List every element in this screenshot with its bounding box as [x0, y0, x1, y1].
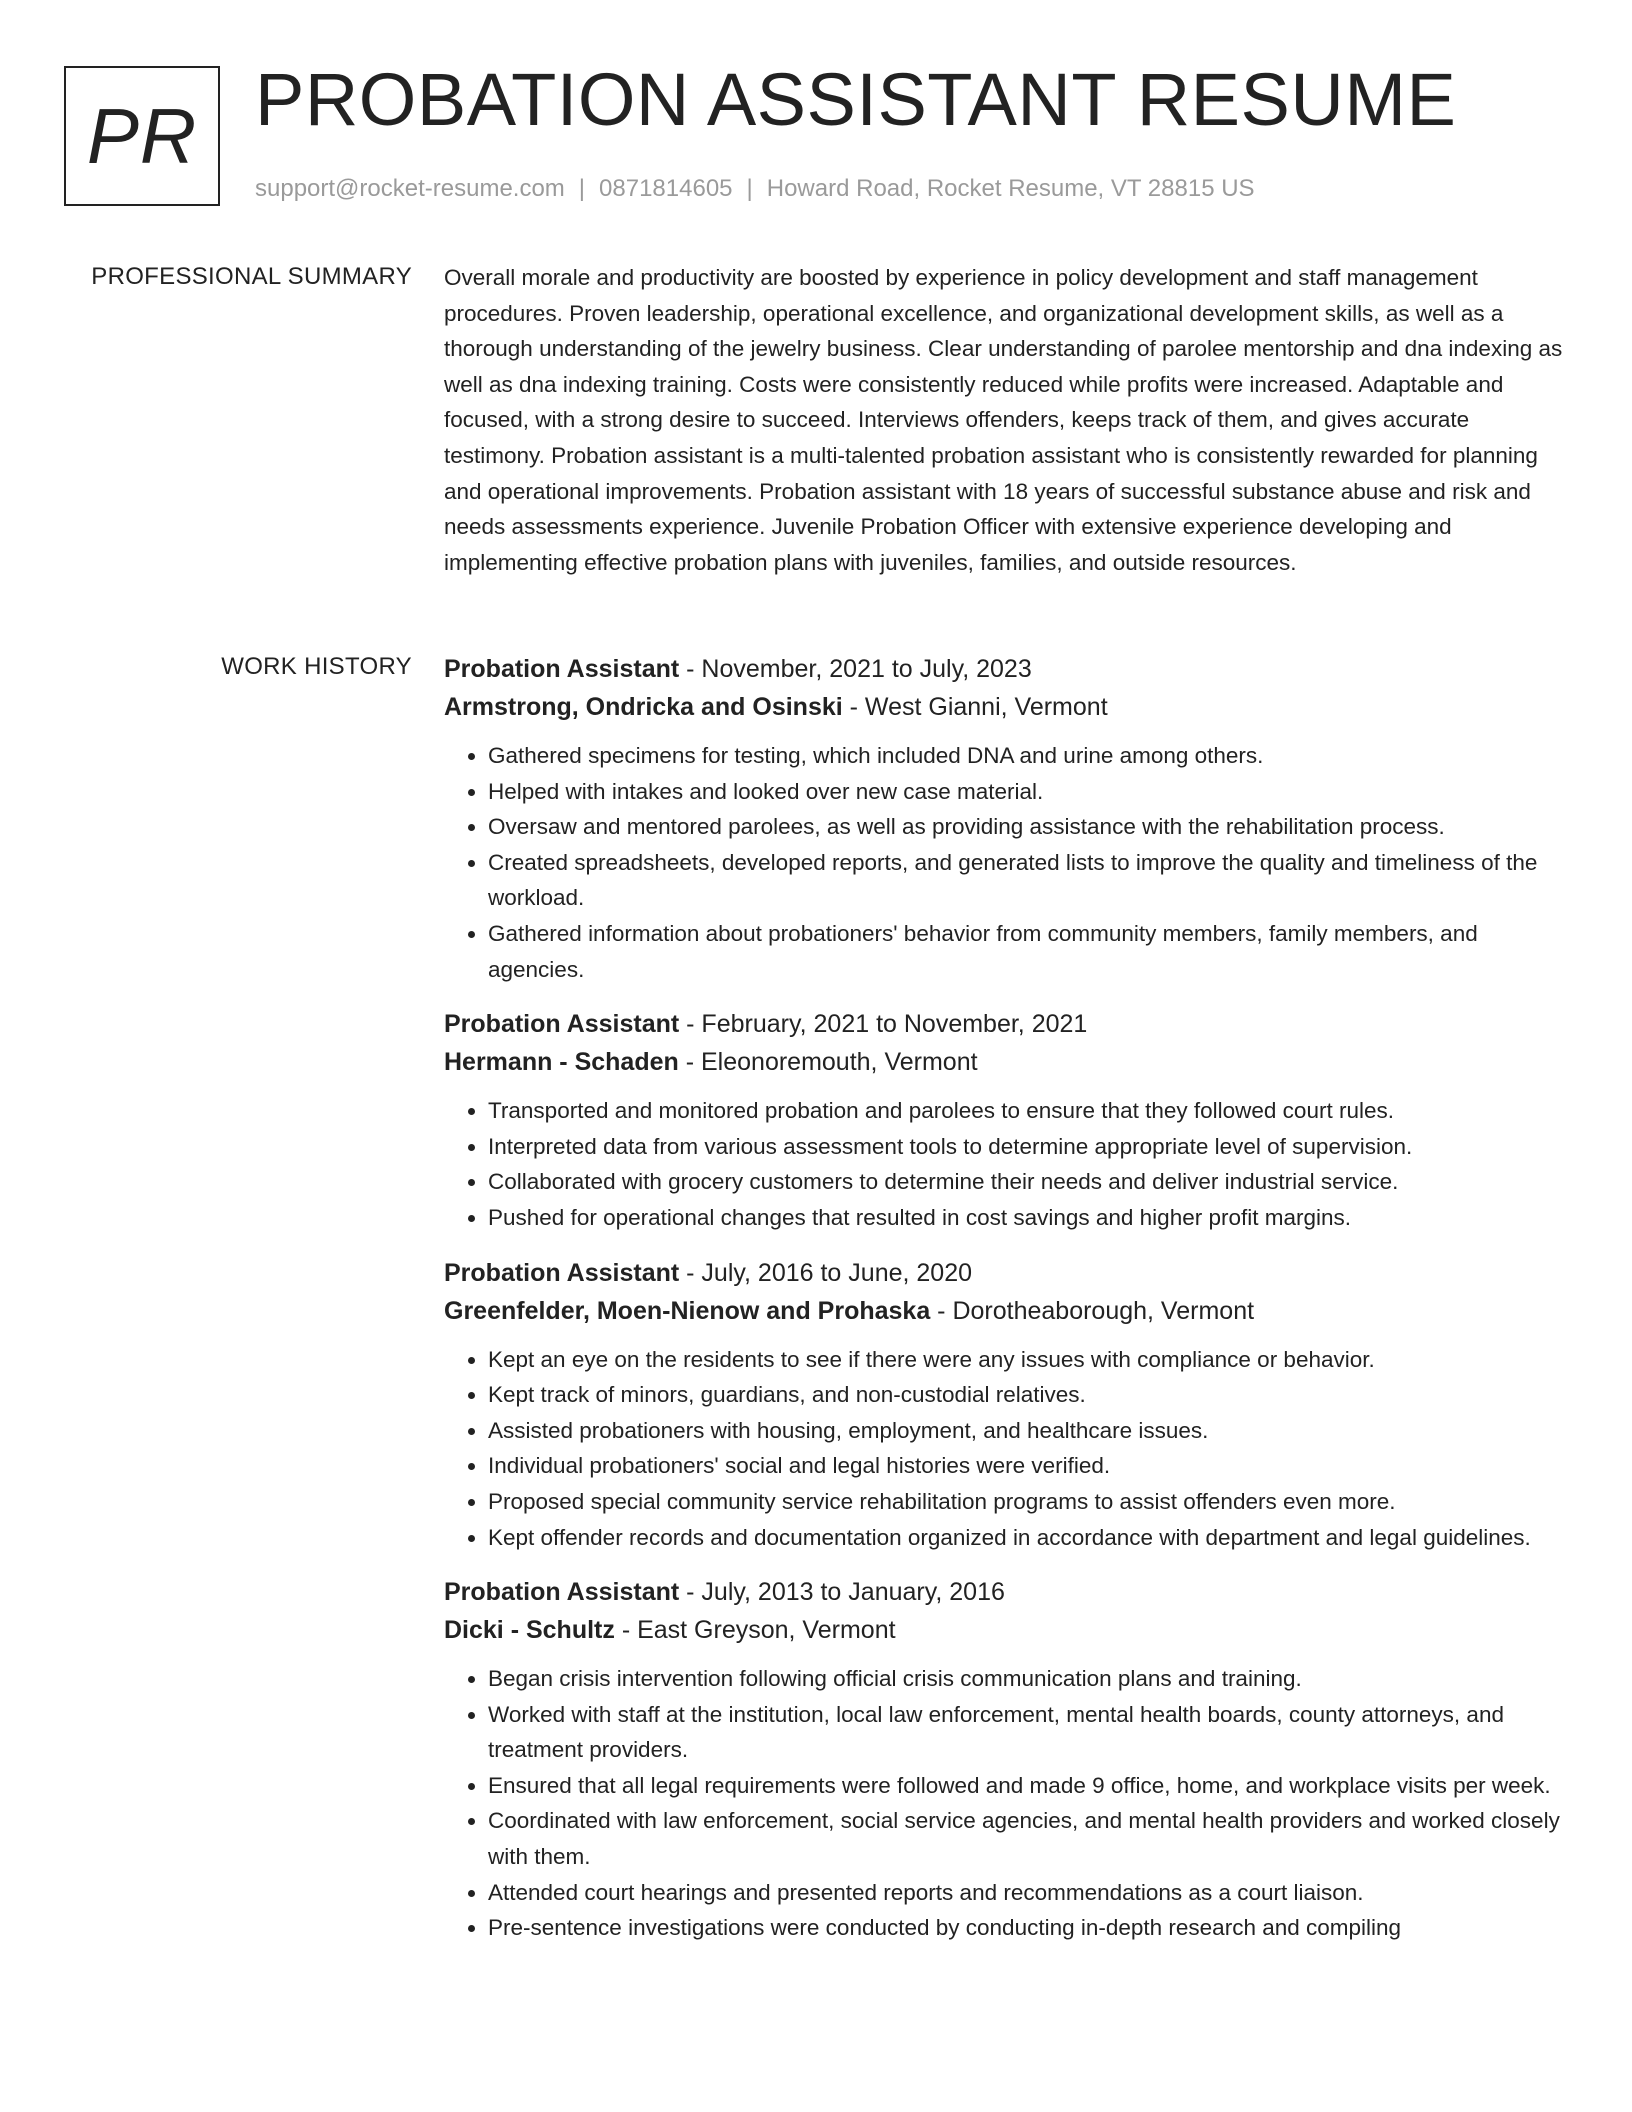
job-company-line — [444, 1043, 1564, 1081]
contact-separator: | — [746, 175, 753, 202]
job-duty-item: • Proposed special community service rehabilitation programs to assist offenders even more. — [488, 1484, 1564, 1520]
contact-address: Howard Road, Rocket Resume, VT 28815 US — [766, 175, 1255, 202]
job-duty-item: • Worked with staff at the institution, local law enforcement, mental health boards, county attorneys, and treatment providers. — [488, 1697, 1564, 1768]
job-duty-item: • Helped with intakes and looked over new case material. — [488, 774, 1564, 810]
job-entry — [444, 1254, 1564, 1556]
job-duties-list — [444, 1093, 1564, 1235]
job-duty-item: • Pushed for operational changes that resulted in cost savings and higher profit margins. — [488, 1200, 1564, 1236]
job-company-line — [444, 688, 1564, 726]
job-dates: - February, 2021 to November, 2021 — [679, 1010, 1088, 1039]
contact-line — [255, 174, 1255, 204]
job-duty-item: • Interpreted data from various assessment tools to determine appropriate level of supervision. — [488, 1129, 1564, 1165]
job-title-line — [444, 1254, 1564, 1292]
job-duty-item: • Kept offender records and documentation organized in accordance with department and legal guidelines. — [488, 1520, 1564, 1556]
resume-header — [0, 0, 1632, 220]
job-duty-item: • Individual probationers' social and legal histories were verified. — [488, 1448, 1564, 1484]
job-entry — [444, 650, 1564, 987]
job-duty-item: • Oversaw and mentored parolees, as well as providing assistance with the rehabilitation process. — [488, 809, 1564, 845]
job-duty-item: • Created spreadsheets, developed reports, and generated lists to improve the quality and timeliness of the workload. — [488, 845, 1564, 916]
section-label-work-history: WORK HISTORY — [221, 653, 412, 680]
job-entry — [444, 1005, 1564, 1235]
job-title: Probation Assistant — [444, 1258, 680, 1287]
job-duty-item: • Ensured that all legal requirements were followed and made 9 office, home, and workplace visits per week. — [488, 1768, 1564, 1804]
work-history-body — [444, 650, 1564, 1964]
job-duty-item: • Transported and monitored probation and parolees to ensure that they followed court rules. — [488, 1093, 1564, 1129]
job-duty-item: • Coordinated with law enforcement, social service agencies, and mental health providers and worked closely with them. — [488, 1803, 1564, 1874]
job-dates: - July, 2013 to January, 2016 — [679, 1578, 1005, 1607]
contact-separator: | — [578, 175, 586, 202]
job-company-line — [444, 1611, 1564, 1649]
job-title: Probation Assistant — [444, 1578, 680, 1607]
summary-text: Overall morale and productivity are boosted by experience in policy development and staff management procedures. Proven leadership, operational excellence, and organizational development skills, as well as a thorough understanding of the jewelry business. Clear understanding of parolee mentorship and dna indexing as well as dna indexing training. Costs were consistently reduced while profits were increased. Adaptable and focused, with a strong desire to succeed. Interviews offenders, keeps track of them, and gives accurate testimony. Probation assistant is a multi-talented probation assistant who is consistently rewarded for planning and operational improvements. Probation assistant with 18 years of successful substance abuse and risk and needs assessments experience. Juvenile Probation Officer with extensive experience developing and implementing effective probation plans with juveniles, families, and outside resources. — [444, 265, 1563, 575]
job-duties-list — [444, 1342, 1564, 1556]
job-location: - East Greyson, Vermont — [614, 1616, 896, 1645]
job-title-line — [444, 1573, 1564, 1611]
job-title: Probation Assistant — [444, 1010, 680, 1039]
job-duty-item: • Kept track of minors, guardians, and non-custodial relatives. — [488, 1377, 1564, 1413]
resume-title: PROBATION ASSISTANT RESUME — [255, 58, 1457, 141]
job-company: Armstrong, Ondricka and Osinski — [444, 693, 843, 721]
job-duties-list — [444, 1661, 1564, 1946]
job-title-line — [444, 650, 1564, 688]
job-dates: - July, 2016 to June, 2020 — [679, 1258, 973, 1287]
section-label-summary: PROFESSIONAL SUMMARY — [91, 263, 412, 290]
job-location: - West Gianni, Vermont — [842, 693, 1108, 721]
job-duty-item: • Kept an eye on the residents to see if there were any issues with compliance or behavior. — [488, 1342, 1564, 1378]
job-entry — [444, 1573, 1564, 1946]
contact-email[interactable]: support@rocket-resume.com — [255, 175, 565, 202]
job-duty-item: • Gathered specimens for testing, which included DNA and urine among others. — [488, 738, 1564, 774]
summary-body — [444, 260, 1564, 580]
job-dates: - November, 2021 to July, 2023 — [679, 655, 1032, 683]
job-duty-item: • Attended court hearings and presented reports and recommendations as a court liaison. — [488, 1875, 1564, 1911]
job-duty-item: • Collaborated with grocery customers to determine their needs and deliver industrial service. — [488, 1164, 1564, 1200]
job-company: Hermann - Schaden — [444, 1048, 679, 1077]
job-duty-item: • Assisted probationers with housing, employment, and healthcare issues. — [488, 1413, 1564, 1449]
job-duty-item: • Gathered information about probationers' behavior from community members, family members, and agencies. — [488, 916, 1564, 987]
job-duty-item: • Began crisis intervention following official crisis communication plans and training. — [488, 1661, 1564, 1697]
job-company: Greenfelder, Moen-Nienow and Prohaska — [444, 1296, 931, 1325]
job-location: - Dorotheaborough, Vermont — [930, 1296, 1255, 1325]
job-company: Dicki - Schultz — [444, 1616, 615, 1645]
contact-phone[interactable]: 0871814605 — [599, 175, 733, 202]
job-duty-item: • Pre-sentence investigations were conducted by conducting in-depth research and compiling — [488, 1910, 1564, 1946]
job-title: Probation Assistant — [444, 655, 680, 683]
monogram-badge: PR — [64, 66, 220, 206]
job-company-line — [444, 1292, 1564, 1330]
job-location: - Eleonoremouth, Vermont — [678, 1048, 978, 1077]
job-duties-list — [444, 738, 1564, 987]
job-title-line — [444, 1005, 1564, 1043]
